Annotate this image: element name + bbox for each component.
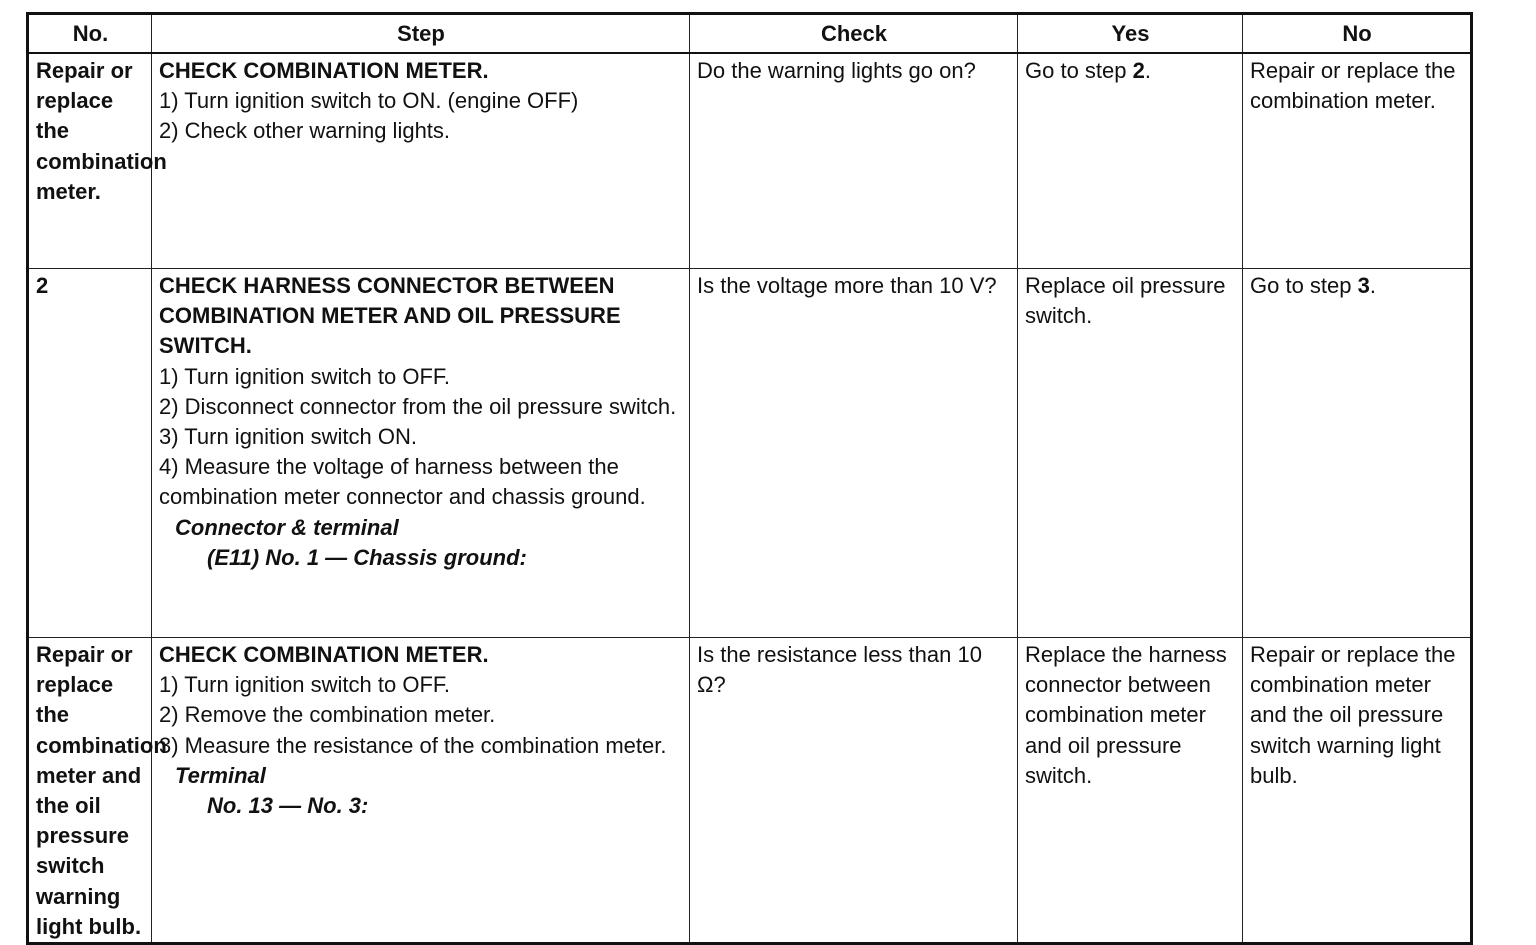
step-title: CHECK HARNESS CONNECTOR BETWEEN COMBINATION METER AND OIL PRESSURE SWITCH.	[159, 273, 621, 359]
yes-text-suffix: .	[1144, 58, 1151, 83]
no-text-suffix: .	[1369, 273, 1376, 298]
step-instruction: 1) Turn ignition switch to ON. (engine OFF)	[159, 88, 579, 114]
step-instruction: 3) Measure the resistance of the combination meter.	[159, 732, 667, 758]
step-reference: 2	[1132, 58, 1145, 83]
column-header-check: Check	[690, 14, 1018, 54]
step-title: CHECK COMBINATION METER.	[159, 642, 489, 667]
check-cell: Do the warning lights go on?	[690, 53, 1018, 269]
step-reference: 3	[1357, 273, 1370, 298]
spec-value: No. 13 — No. 3:	[207, 793, 369, 819]
step-cell	[152, 638, 690, 944]
table-row	[28, 638, 1472, 944]
yes-cell	[1018, 53, 1243, 269]
step-number: 2	[28, 269, 152, 638]
yes-cell: Replace the harness connector between combination meter and oil pressure switch.	[1018, 638, 1243, 944]
no-cell: Repair or replace the combination meter.	[1243, 53, 1472, 269]
step-number: Repair or replace the combination meter.	[28, 53, 152, 269]
step-instruction: 3) Turn ignition switch ON.	[159, 424, 417, 450]
step-number: Repair or replace the combination meter and the oil pressure switch warning light bulb.	[28, 638, 152, 944]
column-header-no-result: No	[1243, 14, 1472, 54]
spec-label: Connector & terminal	[175, 514, 399, 540]
step-instruction: 4) Measure the voltage of harness between the combination meter connector and chassis ground.	[159, 454, 646, 510]
step-cell	[152, 269, 690, 638]
no-text: Go to step	[1250, 273, 1358, 298]
table-row	[28, 53, 1472, 269]
step-instruction: 2) Disconnect connector from the oil pressure switch.	[159, 393, 677, 419]
yes-text: Go to step	[1025, 58, 1133, 83]
spec-label: Terminal	[175, 762, 266, 788]
table-row	[28, 269, 1472, 638]
step-instruction: 2) Remove the combination meter.	[159, 702, 496, 728]
step-instruction: 2) Check other warning lights.	[159, 118, 451, 144]
check-cell: Is the voltage more than 10 V?	[690, 269, 1018, 638]
step-instruction: 1) Turn ignition switch to OFF.	[159, 363, 450, 389]
no-cell	[1243, 269, 1472, 638]
step-title: CHECK COMBINATION METER.	[159, 58, 489, 83]
step-cell	[152, 53, 690, 269]
column-header-yes: Yes	[1018, 14, 1243, 54]
spec-value: (E11) No. 1 — Chassis ground:	[207, 544, 527, 570]
step-instruction: 1) Turn ignition switch to OFF.	[159, 672, 450, 698]
no-cell: Repair or replace the combination meter and the oil pressure switch warning light bulb.	[1243, 638, 1472, 944]
column-header-step: Step	[152, 14, 690, 54]
check-cell: Is the resistance less than 10 Ω?	[690, 638, 1018, 944]
column-header-no: No.	[28, 14, 152, 54]
yes-cell: Replace oil pressure switch.	[1018, 269, 1243, 638]
table-header-row	[28, 14, 1472, 54]
diagnosis-table	[26, 12, 1473, 945]
